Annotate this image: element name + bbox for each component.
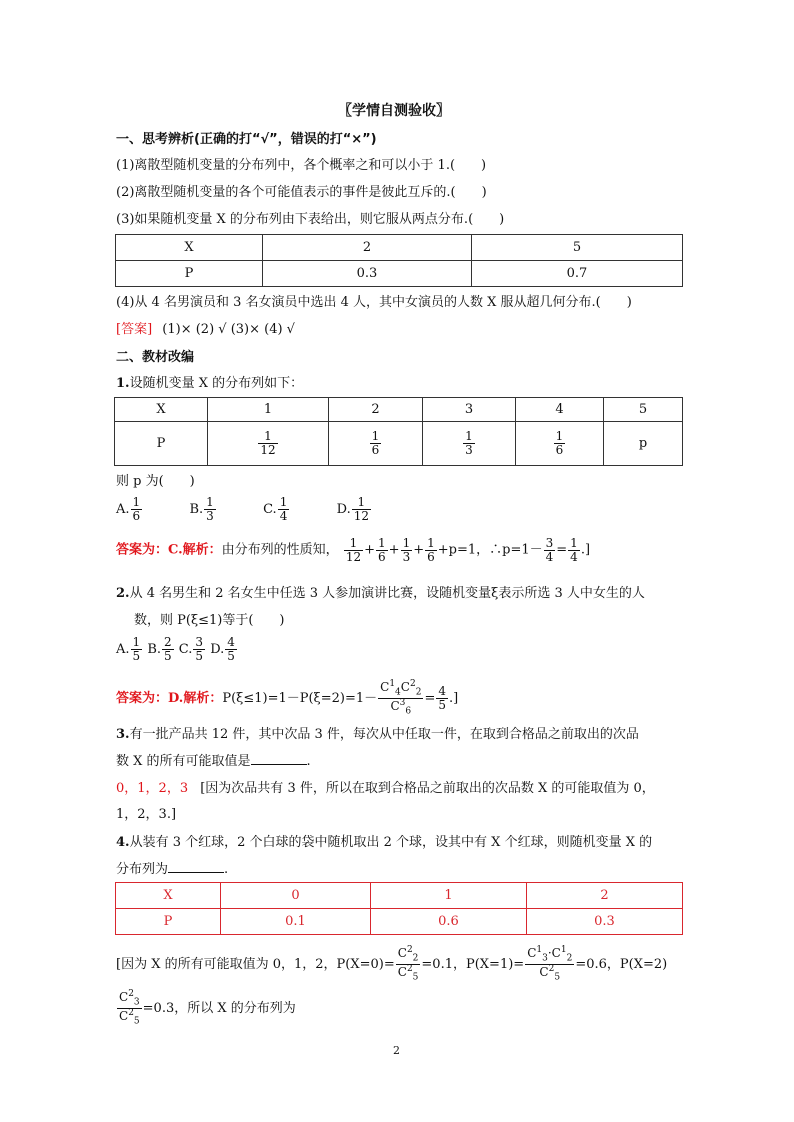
table-cell: 0.1 bbox=[221, 909, 371, 935]
table-cell: 0.3 bbox=[527, 909, 683, 935]
option-b: B. $\frac{2}{5}$ bbox=[147, 635, 172, 663]
section-1-answer bbox=[116, 318, 295, 337]
problem-2-options bbox=[116, 636, 238, 662]
table-cell: 1 bbox=[208, 398, 329, 422]
table-cell: 2 bbox=[527, 883, 683, 909]
table-cell: 5 bbox=[604, 398, 683, 422]
problem-2-stem-line1: 2.从 4 名男生和 2 名女生中任选 3 人参加演讲比赛，设随机变量ξ表示所选 3 人中女生的人 bbox=[116, 586, 645, 601]
table-cell: 0.7 bbox=[472, 261, 683, 287]
option-c: C. $\frac{3}{5}$ bbox=[178, 635, 204, 663]
problem-2-stem-line2: 数，则 P(ξ≤1)等于( ) bbox=[134, 613, 285, 628]
table-cell: X bbox=[116, 235, 263, 261]
problem-4-stem-line2: 分布列为 . bbox=[116, 858, 228, 877]
problem-4-analysis-line1: [因为 X 的所有可能取值为 0，1，2，P(X=0)= $\frac{C^2_2}{C^2_5}$ =0.1，P(X=1)= $\frac{C^1_3\cdot C^1_2}{C^2_5}$ =0.6，P(X=2) bbox=[116, 945, 668, 983]
fraction: $\frac{1}{3}$ bbox=[465, 429, 473, 457]
distribution-table-red bbox=[115, 882, 683, 935]
table-cell: 5 bbox=[472, 235, 683, 261]
table-cell: 3 bbox=[423, 398, 516, 422]
table-cell: 0.3 bbox=[263, 261, 472, 287]
problem-1-options bbox=[116, 496, 372, 522]
table-cell: 4 bbox=[516, 398, 604, 422]
problem-4-analysis-line2: $\frac{C^2_3}{C^2_5}$ =0.3，所以 X 的分布列为 bbox=[119, 989, 296, 1027]
option-d: D. $\frac{1}{12}$ bbox=[336, 495, 369, 523]
table-cell bbox=[423, 422, 516, 466]
table-cell: 1 bbox=[371, 883, 527, 909]
option-a: A. $\frac{1}{6}$ bbox=[116, 495, 141, 523]
problem-3-analysis-line1: 0，1，2，3 [因为次品共有 3 件，所以在取到合格品之前取出的次品数 X 的可能取值为 0， bbox=[116, 781, 655, 796]
answer-text: (1)× (2) √ (3)× (4) √ bbox=[162, 322, 295, 337]
problem-3-stem-line2: 数 X 的所有可能取值是 . bbox=[116, 750, 311, 769]
table-cell bbox=[208, 422, 329, 466]
option-d: D. $\frac{4}{5}$ bbox=[210, 635, 235, 663]
section-2-heading: 二、教材改编 bbox=[116, 350, 195, 365]
problem-1-answer: 答案为：C.解析：由分布列的性质知， $\frac{1}{12}$ + $\frac{1}{6}$ + $\frac{1}{3}$ + $\frac{1}{6}$ +p=1，∴p=1－ $\frac{3}{4}$ = $\frac{1}{4}$ .] bbox=[116, 536, 591, 564]
answer-label: [答案] bbox=[116, 322, 153, 337]
table-cell: X bbox=[115, 398, 208, 422]
distribution-table-1 bbox=[114, 397, 683, 466]
table-cell: X bbox=[116, 883, 221, 909]
option-c: C. $\frac{1}{4}$ bbox=[263, 495, 288, 523]
table-cell: 2 bbox=[263, 235, 472, 261]
question-1-1: (1)离散型随机变量的分布列中，各个概率之和可以小于 1.( ) bbox=[116, 158, 487, 173]
two-point-table bbox=[115, 234, 683, 287]
option-b: B. $\frac{1}{3}$ bbox=[189, 495, 214, 523]
fraction: $\frac{1}{6}$ bbox=[555, 429, 564, 457]
question-1-4: (4)从 4 名男演员和 3 名女演员中选出 4 人，其中女演员的人数 X 服从超几何分布.( ) bbox=[116, 295, 632, 310]
table-cell: P bbox=[115, 422, 208, 466]
section-1-heading: 一、思考辨析(正确的打“√”，错误的打“×”) bbox=[116, 132, 377, 147]
table-cell: P bbox=[116, 909, 221, 935]
answer-label: 答案为：C. bbox=[116, 542, 183, 558]
answer-label: 答案为：D. bbox=[116, 690, 184, 706]
page-title: 〖学情自测验收〗 bbox=[338, 103, 450, 119]
table-cell: 0 bbox=[221, 883, 371, 909]
table-cell: p bbox=[604, 422, 683, 466]
answer-value: 0，1，2，3 bbox=[116, 781, 189, 796]
page-number: 2 bbox=[393, 1044, 400, 1057]
table-cell bbox=[329, 422, 423, 466]
table-cell bbox=[516, 422, 604, 466]
problem-2-answer: 答案为：D.解析：P(ξ≤1)=1－P(ξ=2)=1－ $\frac{C^1_4C^2_2}{C^3_6}$ = $\frac{4}{5}$ .] bbox=[116, 679, 459, 717]
answer-blank bbox=[168, 859, 224, 873]
table-cell: 2 bbox=[329, 398, 423, 422]
fraction: $\frac{1}{12}$ bbox=[260, 429, 276, 457]
answer-blank bbox=[251, 751, 307, 765]
table-cell: 0.6 bbox=[371, 909, 527, 935]
problem-1-stem: 1.设随机变量 X 的分布列如下： bbox=[116, 376, 304, 391]
problem-3-stem-line1: 3.有一批产品共 12 件，其中次品 3 件，每次从中任取一件，在取到合格品之前取出的次品 bbox=[116, 727, 639, 742]
fraction: $\frac{1}{6}$ bbox=[371, 429, 380, 457]
table-cell: P bbox=[116, 261, 263, 287]
option-a: A. $\frac{1}{5}$ bbox=[116, 635, 141, 663]
problem-1-ask: 则 p 为( ) bbox=[116, 474, 195, 489]
problem-3-analysis-line2: 1，2，3.] bbox=[116, 807, 177, 822]
question-1-3: (3)如果随机变量 X 的分布列由下表给出，则它服从两点分布.( ) bbox=[116, 212, 505, 227]
question-1-2: (2)离散型随机变量的各个可能值表示的事件是彼此互斥的.( ) bbox=[116, 185, 487, 200]
problem-4-stem-line1: 4.从装有 3 个红球，2 个白球的袋中随机取出 2 个球，设其中有 X 个红球，则随机变量 X 的 bbox=[116, 835, 653, 850]
